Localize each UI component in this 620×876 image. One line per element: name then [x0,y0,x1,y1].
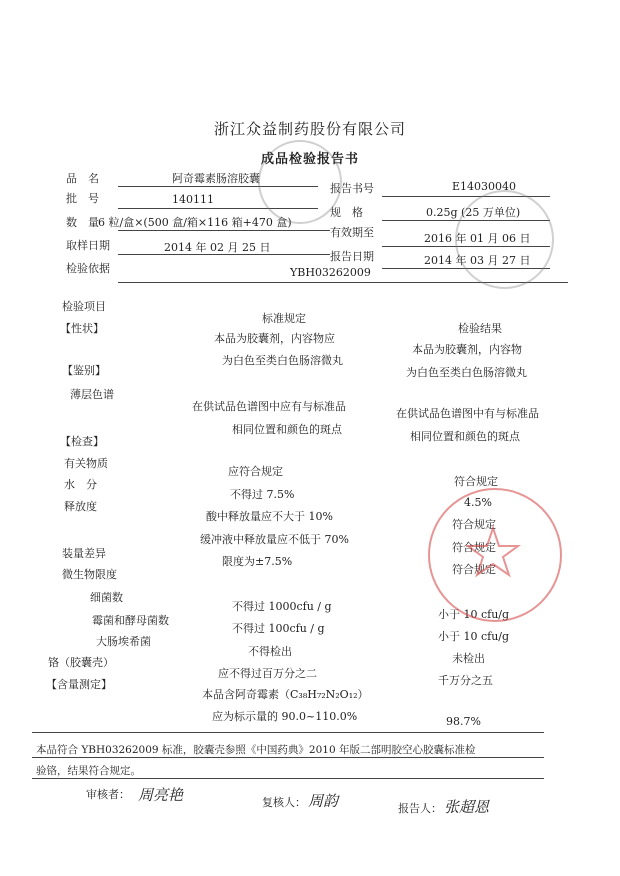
spec-label: 规 格 [330,206,363,219]
faint-seal-right [455,190,554,289]
company-name: 浙江众益制药股份有限公司 [213,120,406,138]
mould-std: 不得过 100cfu / g [232,622,325,635]
bacteria-label: 细菌数 [90,591,123,604]
sample-date-label: 取样日期 [66,239,110,252]
report-date-label: 报告日期 [330,250,374,263]
section-traits: 【性状】 [60,322,104,335]
related-std: 应符合规定 [228,465,283,478]
rechecker-label: 复核人： [262,796,306,809]
release-std-1: 酸中释放量应不大于 10% [206,510,333,523]
traits-res-1: 本品为胶囊剂，内容物 [412,343,522,356]
section-identify: 【鉴别】 [62,364,106,377]
related-res: 符合规定 [454,475,498,488]
mould-res: 小于 10 cfu/g [438,630,510,643]
col-standard: 标准规定 [262,312,306,325]
tlc-std-1: 在供试品色谱图中应有与标准品 [192,400,346,413]
release-label: 释放度 [64,500,97,513]
traits-std-1: 本品为胶囊剂，内容物应 [214,332,335,345]
fill-res: 符合规定 [452,563,496,576]
water-std: 不得过 7.5% [230,488,295,501]
qty-label: 数 量 [66,216,99,229]
col-result: 检验结果 [458,322,502,335]
qty-value: 6 粒/盒×(500 盒/箱×116 箱+470 盒) [98,216,292,229]
water-label: 水 分 [64,478,97,491]
batch-label: 批 号 [66,192,99,205]
section-check: 【检查】 [60,435,104,448]
assay-res: 98.7% [446,715,481,728]
report-no-label: 报告书号 [330,182,374,195]
tlc-label: 薄层色谱 [70,388,114,401]
ecoli-res: 未检出 [452,652,485,665]
rechecker-signature: 周韵 [308,792,339,810]
product-name-value: 阿奇霉素肠溶胶囊 [172,172,260,185]
release-res-1: 符合规定 [452,518,496,531]
assay-std-2: 应为标示量的 90.0~110.0% [212,710,358,723]
section-assay: 【含量测定】 [46,678,112,691]
basis-label: 检验依据 [66,262,110,275]
fill-label: 装量差异 [62,547,106,560]
reporter-signature: 张超恩 [444,798,490,816]
traits-res-2: 为白色至类白色肠溶微丸 [406,366,527,379]
expiry-value: 2016 年 01 月 06 日 [424,232,531,245]
bacteria-std: 不得过 1000cfu / g [232,600,332,613]
report-no-value: E14030040 [452,180,517,193]
micro-label: 微生物限度 [62,568,117,581]
chrom-std: 应不得过百万分之二 [218,667,317,680]
tlc-std-2: 相同位置和颜色的斑点 [232,423,342,436]
traits-std-2: 为白色至类白色肠溶微丸 [222,354,343,367]
batch-value: 140111 [172,193,214,206]
col-item: 检验项目 [62,300,106,313]
report-date-value: 2014 年 03 月 27 日 [424,254,531,267]
report-title: 成品检验报告书 [260,152,359,167]
assay-std-1: 本品含阿奇霉素（C₃₈H₇₂N₂O₁₂） [202,688,369,701]
expiry-label: 有效期至 [330,226,374,239]
company-seal [428,488,562,622]
chrom-label: 铬（胶囊壳） [48,656,114,669]
water-res: 4.5% [464,496,492,509]
release-std-2: 缓冲液中释放量应不低于 70% [200,533,349,546]
ecoli-std: 不得检出 [248,645,292,658]
related-label: 有关物质 [64,457,108,470]
sample-date-value: 2014 年 02 月 25 日 [164,241,271,254]
conclusion-line-2: 验铬，结果符合规定。 [36,765,141,777]
chrom-res: 千万分之五 [438,674,493,687]
mould-label: 霉菌和酵母菌数 [92,614,169,627]
basis-value: YBH03262009 [290,266,371,279]
tlc-res-1: 在供试品色谱图中有与标准品 [396,407,539,420]
tlc-res-2: 相同位置和颜色的斑点 [410,430,520,443]
release-res-2: 符合规定 [452,541,496,554]
product-name-label: 品 名 [66,172,99,185]
reviewer-signature: 周亮艳 [138,786,184,804]
faint-seal [258,140,342,224]
fill-std: 限度为±7.5% [222,555,293,568]
reporter-label: 报告人： [398,802,442,815]
ecoli-label: 大肠埃希菌 [96,635,151,648]
bacteria-res: 小于 10 cfu/g [438,608,510,621]
reviewer-label: 审核者： [86,788,130,801]
spec-value: 0.25g (25 万单位) [426,206,521,219]
conclusion-line-1: 本品符合 YBH03262009 标准，胶囊壳参照《中国药典》2010 年版二部明胶空心胶囊标准检 [36,744,476,756]
